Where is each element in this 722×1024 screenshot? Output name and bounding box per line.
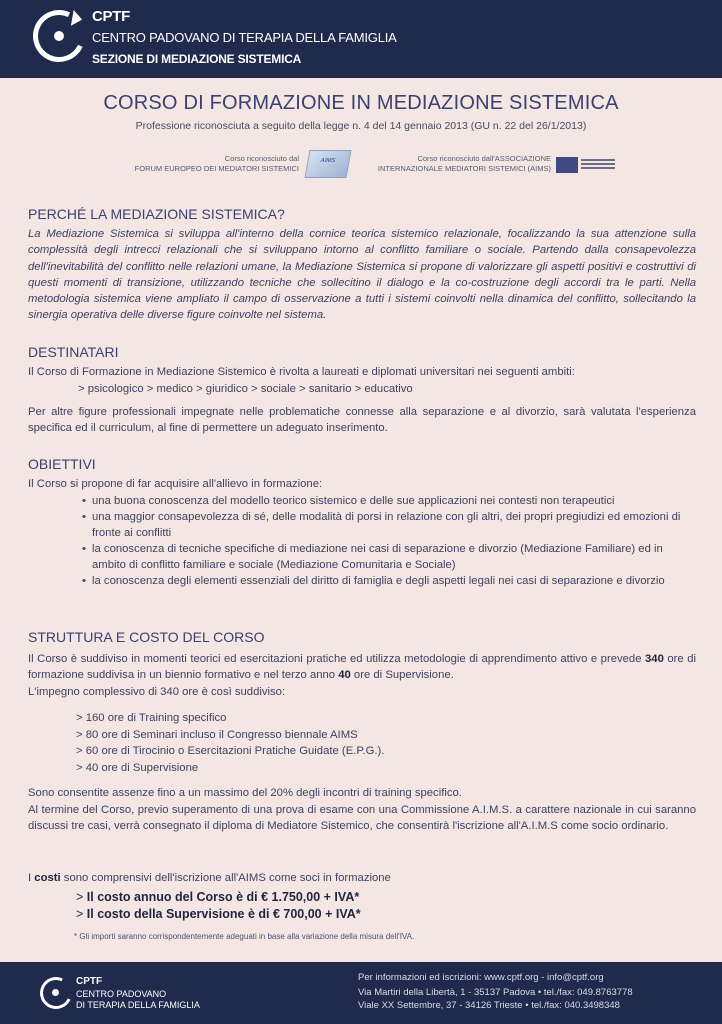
footer-name-line2: DI TERAPIA DELLA FAMIGLIA (76, 1000, 200, 1010)
obiettivi-intro: Il Corso si propone di far acquisire all'allievo in formazione: (28, 478, 323, 490)
heading-obiettivi: OBIETTIVI (28, 456, 96, 472)
footer-logo-dot (52, 989, 59, 996)
list-item: • la conoscenza di tecniche specifiche di mediazione nei casi di separazione e divorzio (Mediazione Familiare) ed in ambito di conflitto familiare e sociale (Mediazione Comunitaria e Sociale) (82, 541, 692, 573)
destinatari-intro: Il Corso di Formazione in Mediazione Sistemico è rivolta a laureati e diplomati universitari nei seguenti ambiti: (28, 366, 575, 378)
list-item: > 60 ore di Tirocinio o Esercitazioni Pratiche Guidate (E.P.G.). (76, 745, 385, 757)
page-subtitle: Professione riconosciuta a seguito della legge n. 4 del 14 gennaio 2013 (GU n. 22 del 26/1/2013) (135, 120, 587, 132)
struttura-p3: Sono consentite assenze fino a un massimo del 20% degli incontri di training specifico. (28, 787, 462, 799)
destinatari-text: Per altre figure professionali impegnate nelle problematiche connesse alla separazione e al divorzio, sarà valutata l'esperienza specifica ed il curriculum, al fine di permettere un adeguato inserimento. (28, 406, 696, 435)
header-section-name: SEZIONE DI MEDIAZIONE SISTEMICA (92, 52, 302, 66)
struttura-sup-hours: 40 (338, 669, 351, 682)
cost-prefix: > (76, 907, 87, 921)
costi-word: costi (34, 872, 61, 884)
cost-text: Il costo annuo del Corso è di € 1.750,00 + IVA* (86, 890, 360, 904)
recognition-forum-line1: Corso riconosciuto dal (224, 154, 299, 163)
footer-name-line1: CENTRO PADOVANO (76, 989, 167, 999)
hours-list (76, 710, 384, 776)
cptf-logo-dot (54, 31, 64, 41)
costi-intro (28, 870, 696, 886)
struttura-p4: Al termine del Corso, previo superamento di una prova di esame con una Commissione A.I.M.S. a carattere nazionale in cui saranno discussi tre casi, verrà consegnato il diploma di Mediatore Sistemico, che consentirà l'iscrizione all'A.I.M.S come socio ordinario. (28, 804, 696, 833)
destinatari-ambiti: > psicologico > medico > giuridico > sociale > sanitario > educativo (78, 383, 413, 395)
heading-perche: PERCHÉ LA MEDIAZIONE SISTEMICA? (28, 206, 285, 222)
cost-item (76, 889, 361, 906)
footer-acronym: CPTF (76, 976, 103, 987)
struttura-p1-c: ore di Supervisione. (350, 669, 454, 682)
obiettivi-list (82, 493, 692, 589)
recognition-forum-line2: FORUM EUROPEO DEI MEDIATORI SISTEMICI (134, 164, 299, 173)
list-item: • una maggior consapevolezza di sé, delle modalità di porsi in relazione con gli altri, dei propri pregiudizi ed emozioni di fronte ai conflitti (82, 509, 692, 541)
heading-destinatari: DESTINATARI (28, 344, 119, 360)
list-item: > 160 ore di Training specifico (76, 712, 227, 724)
cost-item (76, 906, 361, 923)
recognition-aims-line1: Corso riconosciuto dall'ASSOCIAZIONE (417, 154, 551, 163)
cost-list (76, 889, 361, 923)
footer-address-trieste: Viale XX Settembre, 37 - 34126 Trieste • tel./fax: 040.3498348 (358, 1000, 620, 1011)
heading-struttura: STRUTTURA E COSTO DEL CORSO (28, 629, 265, 645)
struttura-hours: 340 (645, 653, 664, 665)
page-title: CORSO DI FORMAZIONE IN MEDIAZIONE SISTEMICA (103, 92, 619, 114)
costi-b: sono comprensivi dell'iscrizione all'AIMS come soci in formazione (60, 872, 391, 884)
footer-contact-info[interactable]: Per informazioni ed iscrizioni: www.cptf.org - info@cptf.org (358, 972, 604, 983)
list-item: > 40 ore di Supervisione (76, 761, 199, 774)
struttura-p2: L'impegno complessivo di 340 ore è così suddiviso: (28, 686, 286, 698)
cost-text: Il costo della Supervisione è di € 700,00 + IVA* (86, 907, 361, 921)
forum-logo-text: AIMS (320, 158, 336, 164)
struttura-p1-b: ore di formazione suddivisa in un biennio formativo e nel terzo anno (28, 653, 696, 682)
header-center-name: CENTRO PADOVANO DI TERAPIA DELLA FAMIGLIA (92, 30, 397, 45)
cost-prefix: > (76, 890, 87, 904)
header-acronym: CPTF (92, 8, 130, 25)
list-item: > 80 ore di Seminari incluso il Congresso biennale AIMS (76, 728, 358, 741)
footer-banner (0, 962, 722, 1024)
costi-a: I (28, 872, 35, 884)
recognition-aims (378, 154, 551, 174)
list-item: • la conoscenza degli elementi essenziali del diritto di famiglia e degli aspetti legali nei casi di separazione e divorzio (82, 573, 692, 589)
iva-note: * Gli importi saranno corrispondentemente adeguati in base alla variazione della misura dell'IVA. (74, 932, 415, 941)
struttura-p1 (28, 651, 696, 684)
footer-address-padova: Via Martiri della Libertà, 1 - 35137 Padova • tel./fax: 049.8763778 (358, 987, 633, 998)
forum-logo-icon (305, 150, 352, 178)
aims-logo-icon (556, 155, 616, 175)
recognition-aims-line2: INTERNAZIONALE MEDIATORI SISTEMICI (AIMS) (377, 164, 551, 173)
header-banner (0, 0, 722, 78)
list-item: • una buona conoscenza del modello teorico sistemico e delle sue applicazioni nei contesti non terapeutici (82, 493, 692, 509)
struttura-p1-a: Il Corso è suddiviso in momenti teorici ed esercitazioni pratiche ed utilizza metodologie di apprendimento attivo e prevede (28, 653, 645, 665)
perche-text: La Mediazione Sistemica si sviluppa all'interno della cornice teorica sistemico relazionale, focalizzando la sua attenzione sulla complessità degli intrecci relazionali che si sviluppano intorno al conflitto familiare o sociale. Partendo dalla consapevolezza dell'inevitabilità del conflitto nelle relazioni umane, la Mediazione Sistemica si propone di valorizzare gli aspetti positivi e costruttivi di questi momenti di transizione, utilizzando tecniche che sollecitino il dialogo e la co-costruzione degli accordi tra le parti. Nella metodologia sistemica viene ampliato il campo di osservazione a tutti i sistemi coinvolti nella dinamica del conflitto, sollecitando la sinergia operativa delle diverse figure coinvolte nel sistema. (28, 228, 696, 322)
recognition-forum (135, 154, 299, 174)
